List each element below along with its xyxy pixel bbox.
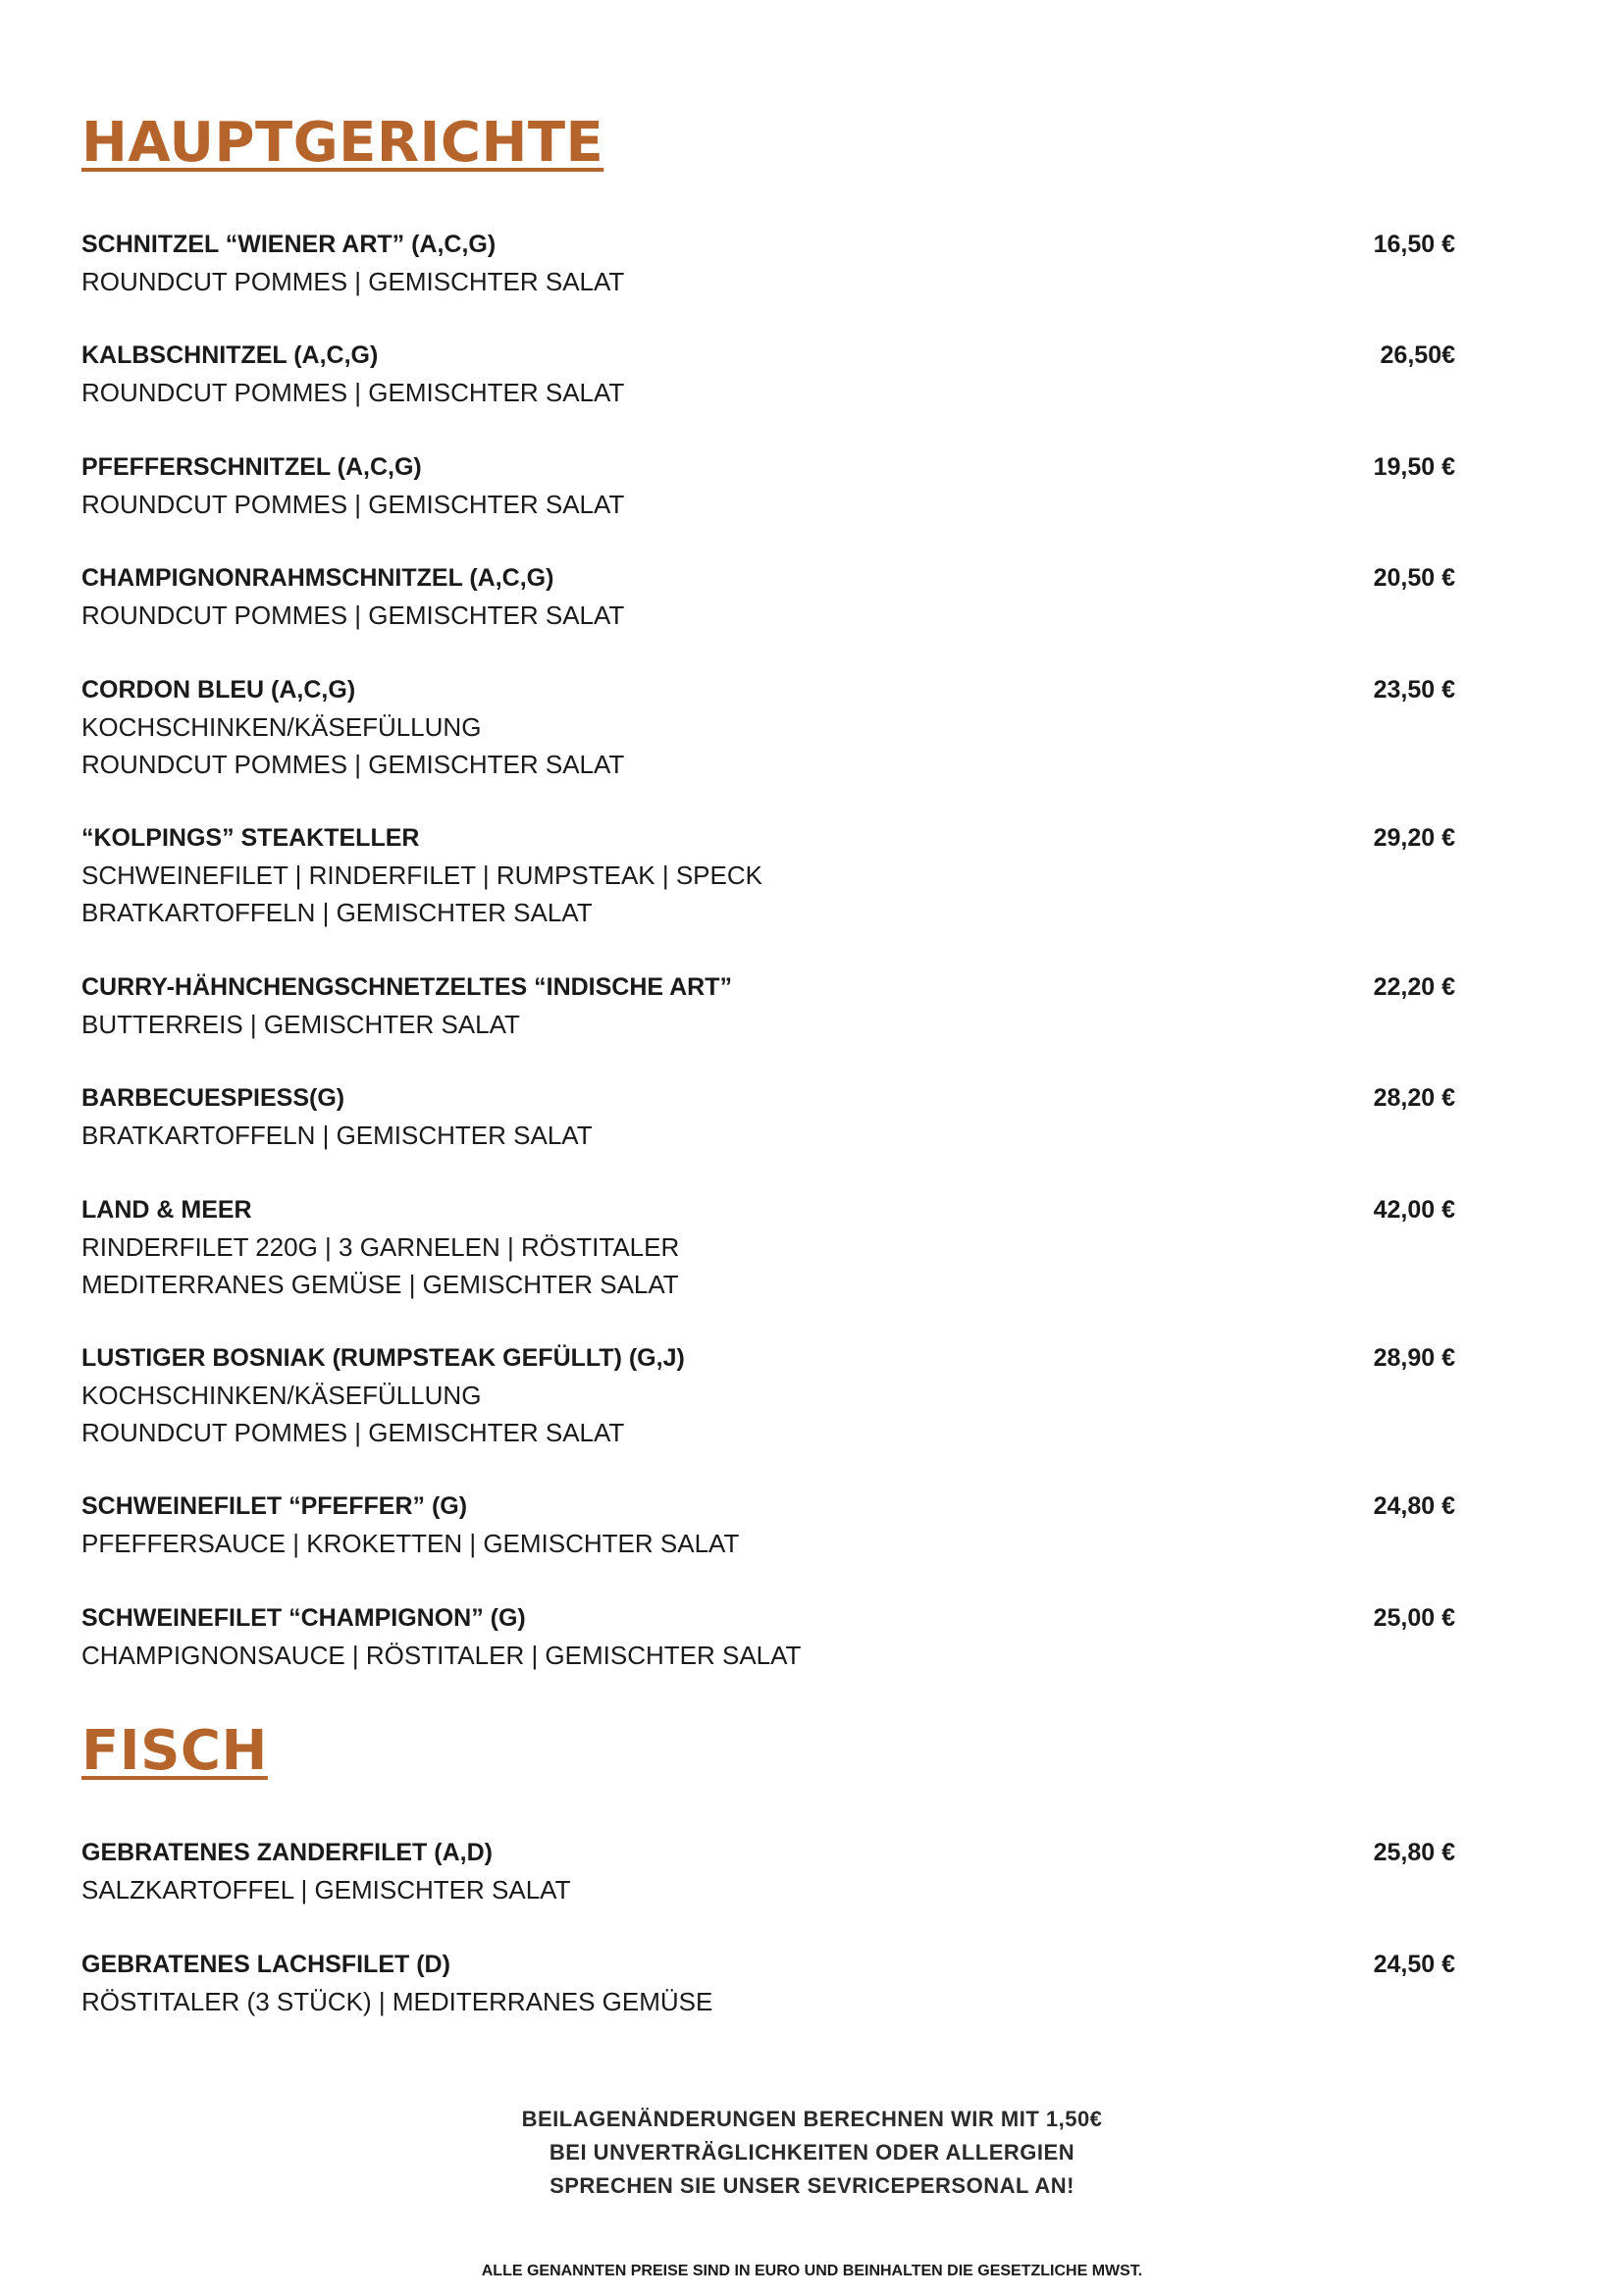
dish-price: 19,50 €	[1373, 453, 1455, 481]
dish-name: SCHWEINEFILET “CHAMPIGNON” (G)	[81, 1604, 526, 1632]
dish-price: 29,20 €	[1373, 824, 1455, 852]
dish-item	[81, 1339, 1455, 1451]
dish-item	[81, 1599, 1455, 1674]
dish-side: ROUNDCUT POMMES | GEMISCHTER SALAT	[81, 378, 625, 407]
dish-price: 20,50 €	[1373, 564, 1455, 592]
dish-item	[81, 819, 1455, 931]
dish-name: PFEFFERSCHNITZEL (A,C,G)	[81, 453, 422, 481]
dish-price: 28,20 €	[1373, 1084, 1455, 1112]
dish-side: BUTTERREIS | GEMISCHTER SALAT	[81, 1010, 520, 1039]
dish-item	[81, 1834, 1455, 1908]
dish-item	[81, 1079, 1455, 1154]
dish-item	[81, 337, 1455, 411]
dish-side: PFEFFERSAUCE | KROKETTEN | GEMISCHTER SALAT	[81, 1529, 740, 1558]
notice-line: BEILAGENÄNDERUNGEN BERECHNEN WIR MIT 1,50€	[521, 2107, 1103, 2131]
dish-side: CHAMPIGNONSAUCE | RÖSTITALER | GEMISCHTER SALAT	[81, 1641, 802, 1670]
dish-side: SCHWEINEFILET | RINDERFILET | RUMPSTEAK | SPECK	[81, 861, 762, 890]
dish-name: “KOLPINGS” STEAKTELLER	[81, 824, 420, 852]
notice-line: BEI UNVERTRÄGLICHKEITEN ODER ALLERGIEN	[549, 2140, 1075, 2165]
dish-name: BARBECUESPIESS(G)	[81, 1084, 345, 1112]
dish-item	[81, 968, 1455, 1043]
section-title-hauptgerichte: HAUPTGERICHTE	[81, 111, 604, 175]
dish-item	[81, 1191, 1455, 1303]
dish-side: ROUNDCUT POMMES | GEMISCHTER SALAT	[81, 600, 625, 630]
dish-name: GEBRATENES ZANDERFILET (A,D)	[81, 1839, 493, 1866]
dish-side: ROUNDCUT POMMES | GEMISCHTER SALAT	[81, 490, 625, 519]
dish-side: KOCHSCHINKEN/KÄSEFÜLLUNG	[81, 1381, 482, 1410]
dish-name: GEBRATENES LACHSFILET (D)	[81, 1951, 450, 1978]
dish-price: 25,80 €	[1373, 1839, 1455, 1866]
dish-item	[81, 226, 1455, 300]
dish-side: RINDERFILET 220G | 3 GARNELEN | RÖSTITALER	[81, 1232, 680, 1262]
dish-side: KOCHSCHINKEN/KÄSEFÜLLUNG	[81, 712, 482, 742]
dish-price: 42,00 €	[1373, 1196, 1455, 1224]
section-title-fisch: FISCH	[81, 1719, 268, 1783]
dish-name: CURRY-HÄHNCHENGSCHNETZELTES “INDISCHE ART”	[81, 973, 732, 1001]
dish-side: RÖSTITALER (3 STÜCK) | MEDITERRANES GEMÜSE	[81, 1987, 713, 2016]
dish-price: 16,50 €	[1373, 231, 1455, 258]
dish-name: CORDON BLEU (A,C,G)	[81, 676, 356, 704]
dish-side: ROUNDCUT POMMES | GEMISCHTER SALAT	[81, 750, 625, 779]
dish-side: ROUNDCUT POMMES | GEMISCHTER SALAT	[81, 267, 625, 296]
dish-item	[81, 1487, 1455, 1562]
dish-side: MEDITERRANES GEMÜSE | GEMISCHTER SALAT	[81, 1270, 679, 1299]
dish-name: SCHWEINEFILET “PFEFFER” (G)	[81, 1492, 468, 1520]
dish-price: 24,50 €	[1373, 1951, 1455, 1978]
dish-price: 28,90 €	[1373, 1344, 1455, 1372]
allergy-notice	[0, 2103, 1624, 2203]
dish-item	[81, 1946, 1455, 2020]
dish-item	[81, 671, 1455, 783]
dish-price: 24,80 €	[1373, 1492, 1455, 1520]
dish-name: LUSTIGER BOSNIAK (RUMPSTEAK GEFÜLLT) (G,J)	[81, 1344, 685, 1372]
dish-name: CHAMPIGNONRAHMSCHNITZEL (A,C,G)	[81, 564, 554, 592]
dish-side: SALZKARTOFFEL | GEMISCHTER SALAT	[81, 1875, 571, 1905]
dish-item	[81, 448, 1455, 523]
dish-price: 26,50€	[1380, 341, 1455, 369]
dish-side: BRATKARTOFFELN | GEMISCHTER SALAT	[81, 898, 593, 927]
dish-side: BRATKARTOFFELN | GEMISCHTER SALAT	[81, 1121, 593, 1150]
dish-side: ROUNDCUT POMMES | GEMISCHTER SALAT	[81, 1418, 625, 1447]
dish-name: SCHNITZEL “WIENER ART” (A,C,G)	[81, 231, 497, 258]
dish-price: 25,00 €	[1373, 1604, 1455, 1632]
dish-price: 22,20 €	[1373, 973, 1455, 1001]
price-footer: ALLE GENANNTEN PREISE SIND IN EURO UND BEINHALTEN DIE GESETZLICHE MWST.	[481, 2263, 1143, 2279]
notice-line: SPRECHEN SIE UNSER SEVRICEPERSONAL AN!	[550, 2173, 1074, 2198]
dish-name: LAND & MEER	[81, 1196, 252, 1224]
dish-name: KALBSCHNITZEL (A,C,G)	[81, 341, 379, 369]
dish-price: 23,50 €	[1373, 676, 1455, 704]
dish-item	[81, 559, 1455, 634]
